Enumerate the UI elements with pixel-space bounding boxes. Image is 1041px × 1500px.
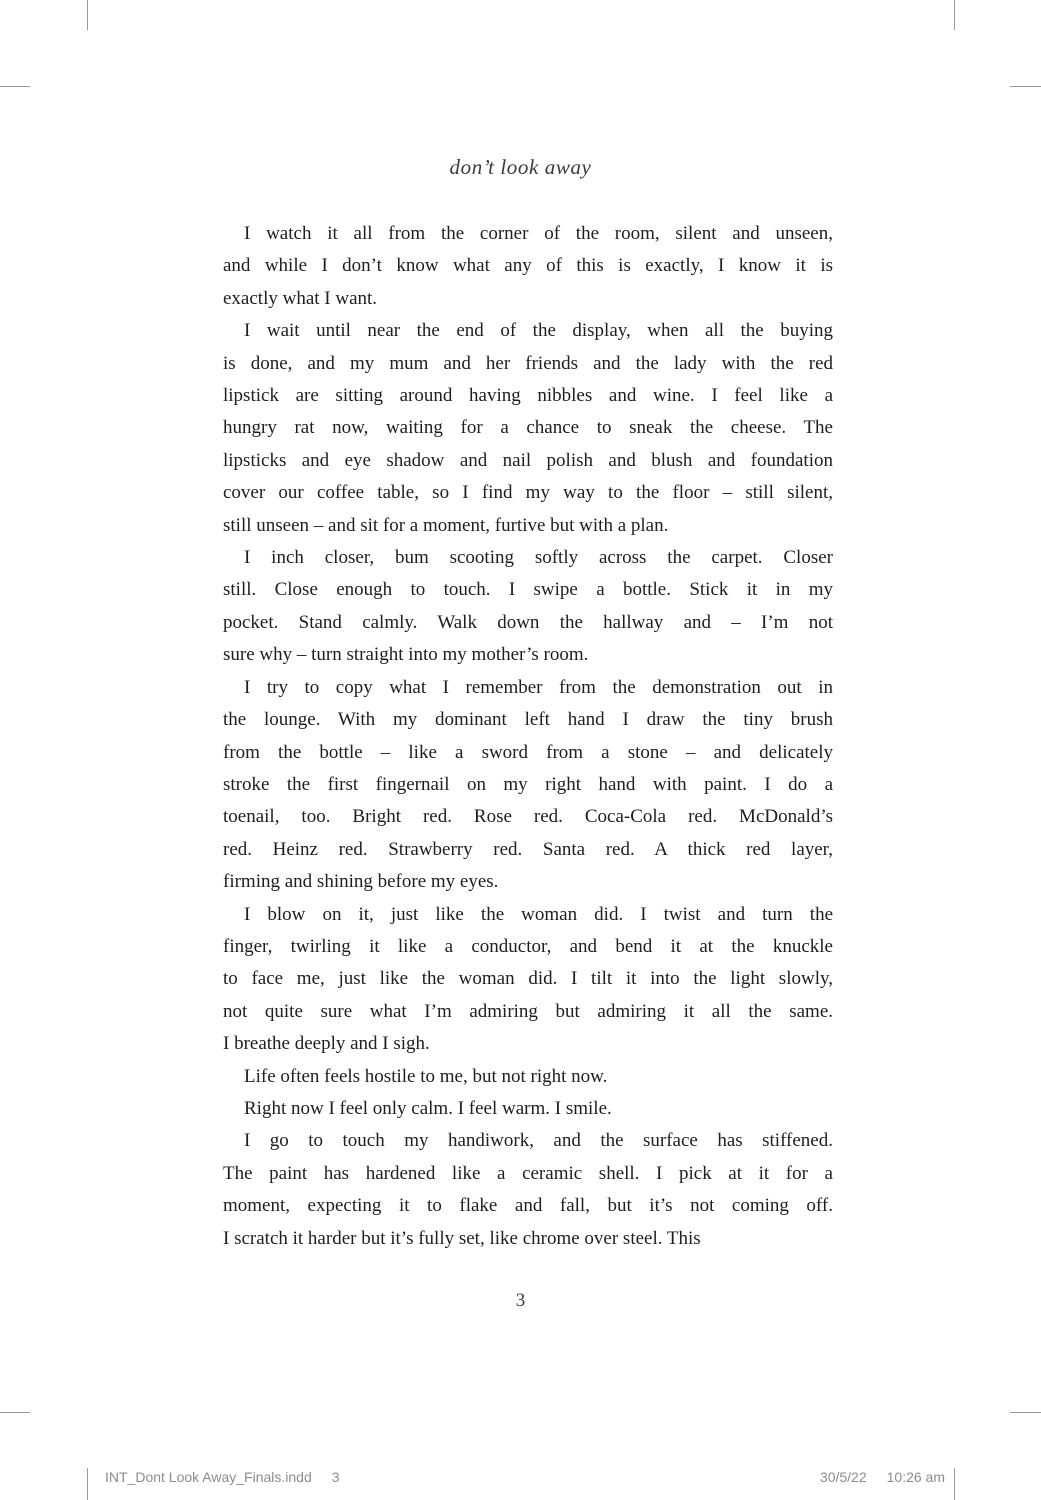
body-line: I inch closer, bum scooting softly across the carpet. Closer [244, 547, 833, 569]
crop-mark-top-left-horizontal [0, 86, 30, 87]
footer-timestamp [820, 1469, 945, 1485]
body-line: is done, and my mum and her friends and the lady with the red [223, 352, 833, 374]
body-line: sure why – turn straight into my mother’s room. [223, 644, 589, 666]
body-line: exactly what I want. [223, 287, 378, 309]
body-line: finger, twirling it like a conductor, and bend it at the knuckle [223, 935, 833, 957]
body-line: from the bottle – like a sword from a stone – and delicately [223, 741, 833, 763]
crop-mark-top-left-vertical [87, 0, 88, 30]
body-line: the lounge. With my dominant left hand I draw the tiny brush [223, 709, 833, 731]
paragraph [223, 1061, 833, 1093]
body-line: I wait until near the end of the display, when all the buying [244, 320, 833, 342]
body-text-block [223, 218, 833, 1255]
body-line: stroke the first fingernail on my right hand with paint. I do a [223, 773, 833, 795]
body-line: pocket. Stand calmly. Walk down the hallway and – I’m not [223, 611, 833, 633]
body-line: I try to copy what I remember from the demonstration out in [244, 676, 833, 698]
body-line: not quite sure what I’m admiring but admiring it all the same. [223, 1000, 833, 1022]
body-line: toenail, too. Bright red. Rose red. Coca-Cola red. McDonald’s [223, 806, 833, 828]
body-line: still unseen – and sit for a moment, furtive but with a plan. [223, 514, 669, 536]
body-line: The paint has hardened like a ceramic shell. I pick at it for a [223, 1162, 833, 1184]
body-line: Life often feels hostile to me, but not right now. [244, 1065, 608, 1087]
running-title: don’t look away [449, 155, 592, 179]
page-number: 3 [515, 1290, 526, 1311]
footer-time: 10:26 am [886, 1469, 945, 1485]
body-line: I blow on it, just like the woman did. I twist and turn the [244, 903, 833, 925]
body-line: I watch it all from the corner of the room, silent and unseen, [244, 223, 833, 244]
paragraph [223, 1093, 833, 1125]
body-line: firming and shining before my eyes. [223, 871, 499, 893]
body-line: and while I don’t know what any of this is exactly, I know it is [223, 255, 833, 277]
crop-mark-top-right-horizontal [1010, 86, 1041, 87]
paragraph [223, 542, 833, 672]
body-line: hungry rat now, waiting for a chance to sneak the cheese. The [223, 417, 833, 439]
crop-mark-top-right-vertical [954, 0, 955, 30]
crop-mark-bottom-left-horizontal [0, 1412, 30, 1413]
body-line: moment, expecting it to flake and fall, but it’s not coming off. [223, 1195, 833, 1217]
body-line: red. Heinz red. Strawberry red. Santa red. A thick red layer, [223, 838, 833, 860]
crop-mark-bottom-right-vertical [954, 1468, 955, 1500]
body-line: I go to touch my handiwork, and the surface has stiffened. [244, 1130, 833, 1152]
body-line: I breathe deeply and I sigh. [223, 1033, 430, 1055]
paragraph [223, 1125, 833, 1255]
footer-filename: INT_Dont Look Away_Finals.indd [105, 1469, 312, 1485]
body-line: still. Close enough to touch. I swipe a bottle. Stick it in my [223, 579, 833, 601]
crop-mark-bottom-right-horizontal [1010, 1412, 1041, 1413]
body-line: Right now I feel only calm. I feel warm. I smile. [244, 1097, 612, 1119]
body-line: to face me, just like the woman did. I tilt it into the light slowly, [223, 968, 833, 990]
paragraph [223, 672, 833, 899]
paragraph [223, 218, 833, 315]
paragraph [223, 315, 833, 542]
footer-page: 3 [331, 1469, 340, 1485]
body-line: I scratch it harder but it’s fully set, like chrome over steel. This [223, 1227, 701, 1249]
footer-slug [105, 1469, 340, 1485]
body-line: lipstick are sitting around having nibbles and wine. I feel like a [223, 385, 833, 407]
body-line: cover our coffee table, so I find my way to the floor – still silent, [223, 482, 833, 504]
paragraph [223, 899, 833, 1061]
footer-date: 30/5/22 [819, 1469, 867, 1485]
crop-mark-bottom-left-vertical [87, 1468, 88, 1500]
body-line: lipsticks and eye shadow and nail polish and blush and foundation [223, 449, 833, 471]
